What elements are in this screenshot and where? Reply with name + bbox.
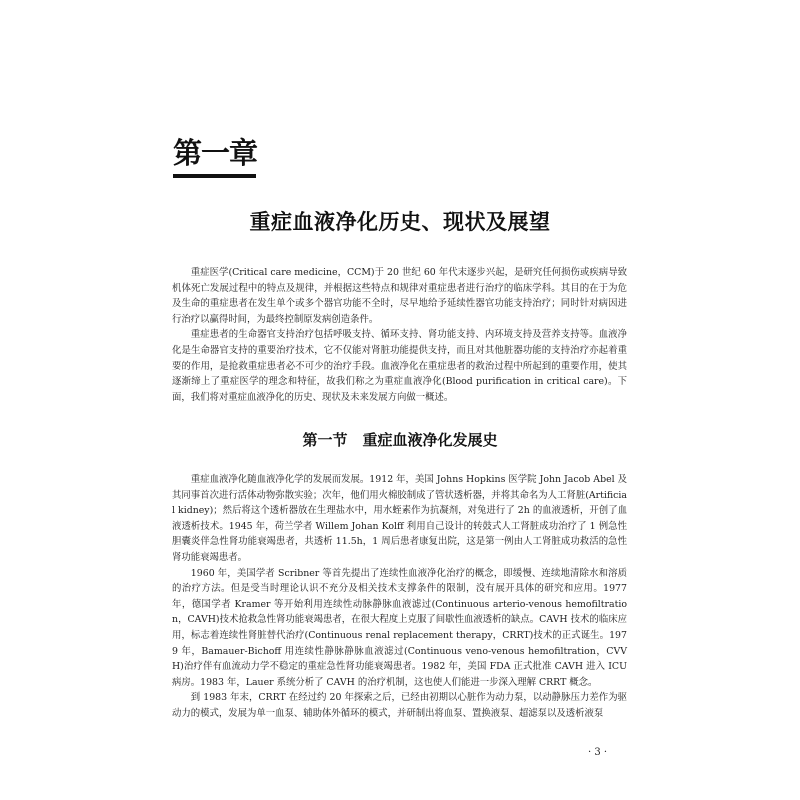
chapter-title: 第一章 bbox=[173, 136, 258, 170]
section-paragraph: 重症血液净化随血液净化学的发展而发展。1912 年，美国 Johns Hopkins 医学院 John Jacob Abel 及其同事首次进行活体动物弥散实验；次年，他们用火棉胶制成了管状透析器，并将其命名为人工肾脏(Artificial kidney)；然后将这个透析器放在生理盐水中，用水蛭素作为抗凝剂，对兔进行了 2h 的血液透析，开创了血液透析技术。1945 年，荷兰学者 Willem Johan Kolff 利用自己设计的转鼓式人工肾脏成功治疗了 1 例急性胆囊炎伴急性肾功能衰竭患者，共透析 11.5h，1 周后患者康复出院，这是第一例由人工肾脏成功救活的急性肾功能衰竭患者。 bbox=[172, 474, 627, 563]
chapter-subtitle: 重症血液净化历史、现状及展望 bbox=[249, 210, 551, 234]
intro-paragraph: 重症患者的生命器官支持治疗包括呼吸支持、循环支持、肾功能支持、内环境支持及营养支持等。血液净化是生命器官支持的重要治疗技术，它不仅能对肾脏功能提供支持，而且对其他脏器功能的支持治疗亦起着重要的作用，是抢救重症患者必不可少的治疗手段。血液净化在重症患者的救治过程中所起到的重要作用，使其逐渐缔上了重症医学的理念和特征，故我们称之为重症血液净化(Blood purification in critical care)。下面，我们将对重症血液净化的历史、现状及未来发展方向做一概述。 bbox=[172, 329, 627, 403]
page-number: · 3 · bbox=[588, 747, 608, 758]
section-paragraph: 到 1983 年末，CRRT 在经过约 20 年探索之后，已经由初期以心脏作为动力泵，以动静脉压力差作为驱动力的模式，发展为单一血泵、辅助体外循环的模式，并研制出将血泵、置换液泵、超滤泵以及透析液泵 bbox=[172, 692, 627, 719]
section-paragraph: 1960 年，美国学者 Scribner 等首先提出了连续性血液净化治疗的概念，即缓慢、连续地清除水和溶质的治疗方法。但是受当时理论认识不充分及相关技术支撑条件的限制，没有展开具体的研究和应用。1977 年，德国学者 Kramer 等开始利用连续性动脉静脉血液滤过(Continuous arterio-venous hemofiltration，CAVH)技术抢救急性肾功能衰竭患者，在很大程度上克服了间歇性血液透析的缺点。CAVH 技术的临床应用，标志着连续性肾脏替代治疗(Continuous renal replacement therapy，CRRT)技术的正式诞生。1979 年，Bamauer-Bichoff 用连续性静脉静脉血液滤过(Continuous veno-venous hemofiltration，CVVH)治疗伴有血流动力学不稳定的重症急性肾功能衰竭患者。1982 年，美国 FDA 正式批准 CAVH 进入 ICU 病房。1983 年，Lauer 系统分析了 CAVH 的治疗机制，这也使人们能进一步深入理解 CRRT 概念。 bbox=[172, 567, 627, 688]
section-text-block bbox=[172, 472, 627, 722]
section-heading: 第一节 重症血液净化发展史 bbox=[302, 431, 498, 449]
intro-text-block bbox=[172, 265, 627, 405]
chapter-header bbox=[173, 136, 256, 178]
intro-paragraph: 重症医学(Critical care medicine，CCM)于 20 世纪 60 年代末逐步兴起，是研究任何损伤或疾病导致机体死亡发展过程中的特点及规律，并根据这些特点和规律对重症患者进行治疗的临床学科。其目的在于为危及生命的重症患者在发生单个或多个器官功能不全时，尽早地给予延续性器官功能支持治疗；同时针对病因进行治疗以赢得时间，为最终控制原发病创造条件。 bbox=[172, 267, 627, 325]
